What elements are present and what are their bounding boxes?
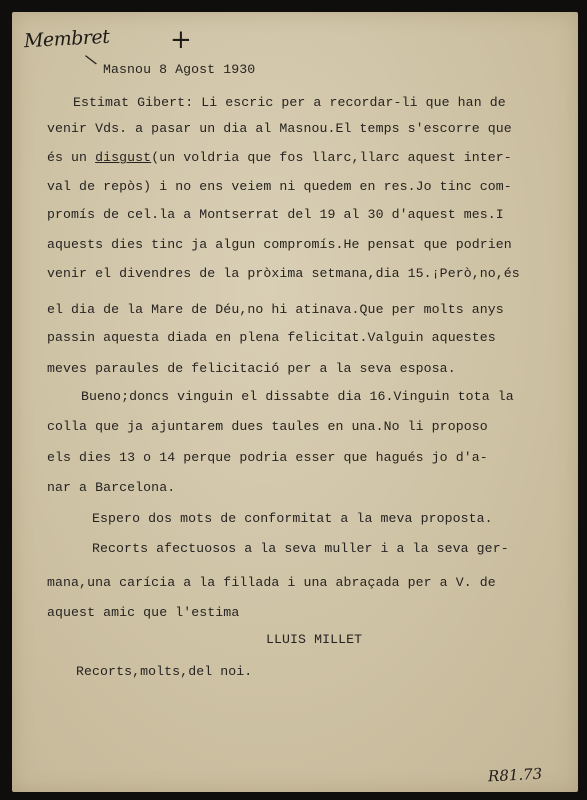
signature: LLUIS MILLET bbox=[266, 632, 363, 647]
letter-line: el dia de la Mare de Déu,no hi atinava.Que per molts anys bbox=[47, 302, 504, 317]
letter-line: Espero dos mots de conformitat a la meva proposta. bbox=[92, 511, 493, 526]
postscript: Recorts,molts,del noi. bbox=[76, 664, 253, 679]
letter-text: és un bbox=[47, 150, 96, 165]
letter-line: aquest amic que l'estima bbox=[47, 605, 240, 620]
letter-line: meves paraules de felicitació per a la seva esposa. bbox=[47, 361, 456, 376]
letter-line: Recorts afectuosos a la seva muller i a la seva ger- bbox=[92, 541, 509, 556]
letter-line: passin aquesta diada en plena felicitat.Valguin aquestes bbox=[47, 330, 496, 345]
letter-line: aquests dies tinc ja algun compromís.He pensat que podrien bbox=[47, 237, 512, 252]
letter-line: Estimat Gibert: Li escric per a recordar-li que han de bbox=[73, 95, 506, 110]
underlined-word: disgust bbox=[95, 150, 152, 165]
letter-line: nar a Barcelona. bbox=[47, 480, 176, 495]
catalog-reference: R81.73 bbox=[487, 764, 543, 786]
handwritten-name: Membret bbox=[23, 25, 110, 53]
letter-text: (un voldria que fos llarc,llarc aquest inter- bbox=[151, 150, 512, 165]
letter-line: mana,una carícia a la fillada i una abraçada per a V. de bbox=[47, 575, 496, 590]
letter-line: val de repòs) i no ens veiem ni quedem en res.Jo tinc com- bbox=[47, 179, 512, 194]
handwritten-mark: \ bbox=[83, 50, 99, 69]
letter-line: els dies 13 o 14 perque podria esser que hagués jo d'a- bbox=[47, 450, 488, 465]
letter-line: venir Vds. a pasar un dia al Masnou.El temps s'escorre que bbox=[47, 121, 512, 136]
letter-line: colla que ja ajuntarem dues taules en una.No li proposo bbox=[47, 419, 488, 434]
letter-line: promís de cel.la a Montserrat del 19 al 30 d'aquest mes.I bbox=[47, 207, 504, 222]
letter-line: Bueno;doncs vinguin el dissabte dia 16.Vinguin tota la bbox=[81, 389, 514, 404]
handwritten-cross: + bbox=[170, 25, 192, 55]
letter-line: venir el divendres de la pròxima setmana,dia 15.¡Però,no,és bbox=[47, 266, 520, 281]
letter-line bbox=[47, 150, 512, 165]
dateline: Masnou 8 Agost 1930 bbox=[103, 62, 256, 77]
